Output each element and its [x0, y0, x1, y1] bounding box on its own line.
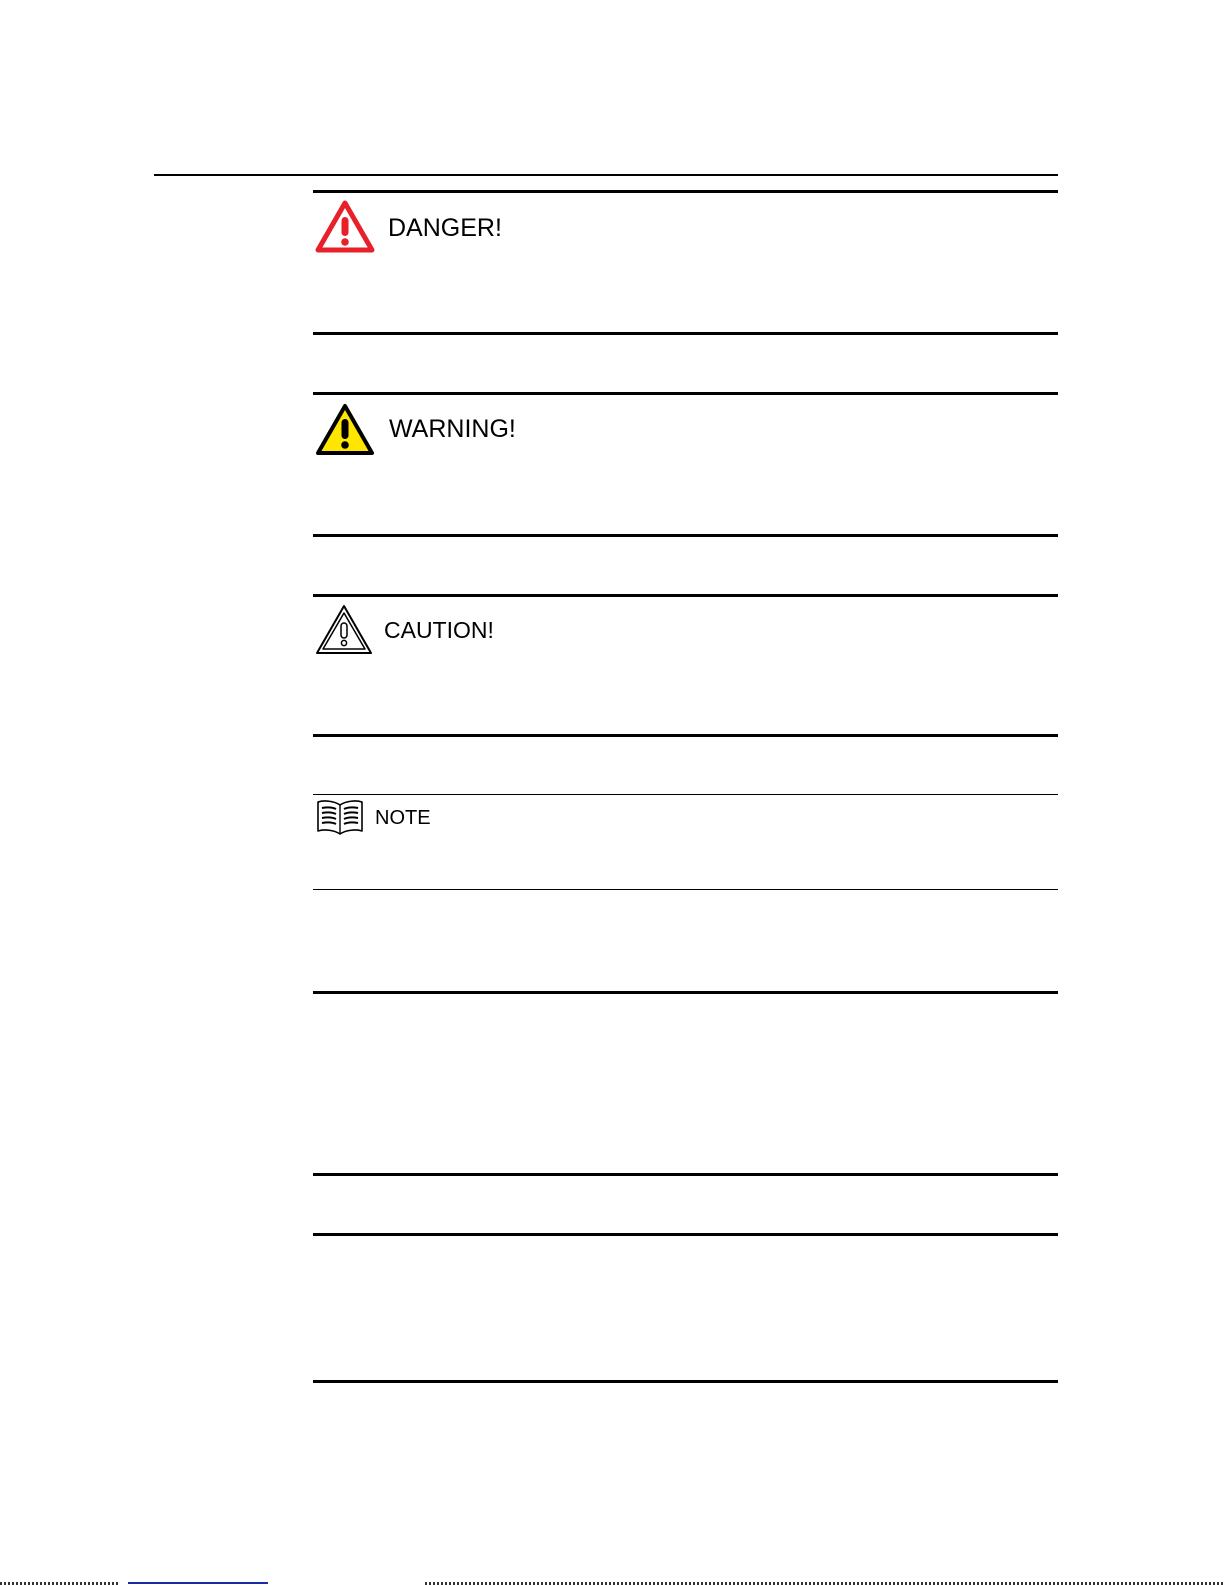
- footer-link-underline: [128, 1582, 268, 1584]
- danger-top-rule: [313, 190, 1058, 193]
- danger-label: DANGER!: [388, 214, 502, 242]
- caution-bottom-rule: [313, 734, 1058, 737]
- warning-label: WARNING!: [389, 415, 516, 443]
- danger-bottom-rule: [313, 332, 1058, 335]
- caution-label: CAUTION!: [384, 617, 494, 643]
- section-rule-4: [313, 1380, 1058, 1383]
- note-bottom-rule: [313, 889, 1058, 890]
- section-rule-1: [313, 991, 1058, 994]
- caution-top-rule: [313, 594, 1058, 597]
- note-top-rule: [313, 794, 1058, 795]
- header-rule: [154, 174, 1058, 176]
- warning-bottom-rule: [313, 534, 1058, 537]
- caution-icon: [314, 603, 374, 657]
- warning-icon: [314, 402, 376, 458]
- warning-top-rule: [313, 392, 1058, 395]
- note-label: NOTE: [375, 807, 431, 829]
- danger-icon: [314, 199, 376, 255]
- book-icon: [315, 798, 365, 836]
- section-rule-3: [313, 1233, 1058, 1236]
- section-rule-2: [313, 1173, 1058, 1176]
